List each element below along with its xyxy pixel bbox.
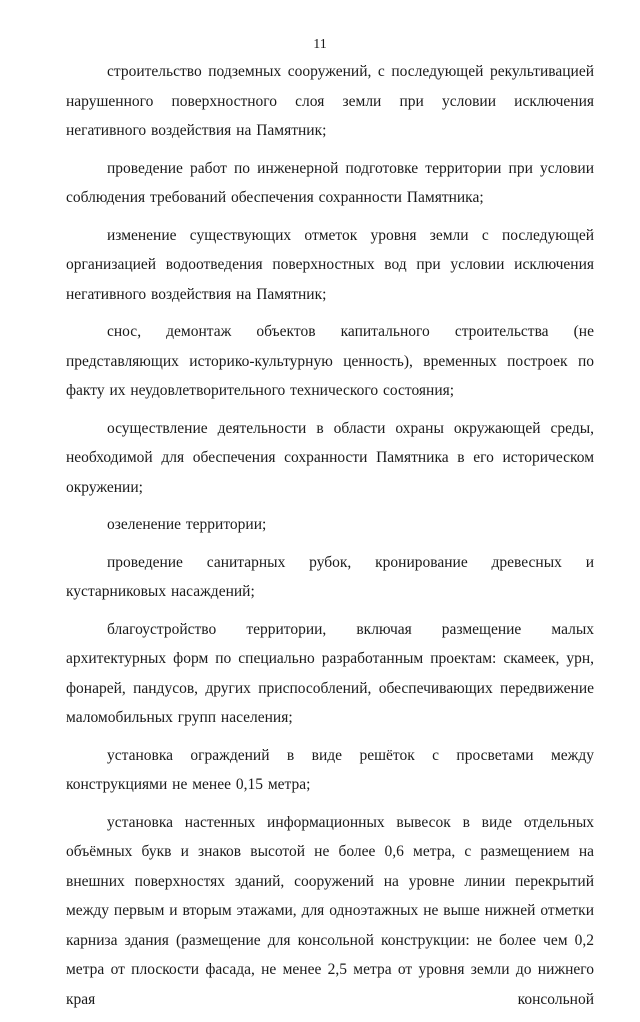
paragraph-environmental-protection: осуществление деятельности в области охраны окружающей среды, необходимой для обеспечения сохранности Памятника в его историческом окружении; bbox=[66, 419, 594, 496]
page-number: 11 bbox=[313, 37, 327, 52]
document-body bbox=[66, 57, 594, 1022]
paragraph-improvement: благоустройство территории, включая размещение малых архитектурных форм по специально разработанным проектам: скамеек, урн, фонарей, пандусов, других приспособлений, обеспечивающих передвижение маломобильных групп населения; bbox=[66, 620, 594, 726]
paragraph-fencing: установка ограждений в виде решёток с просветами между конструкциями не менее 0,15 метра; bbox=[66, 746, 594, 793]
paragraph-signage: установка настенных информационных вывесок в виде отдельных объёмных букв и знаков высотой не более 0,6 метра, с размещением на внешних поверхностях зданий, сооружений на уровне линии перекрытий между первым и вторым этажами, для одноэтажных не выше нижней отметки карниза здания (размещение для консольной конструкции: не более чем 0,2 метра от плоскости фасада, не менее 2,5 метра от уровня земли до нижнего края консольной bbox=[66, 813, 594, 1008]
paragraph-sanitary-felling: проведение санитарных рубок, кронирование древесных и кустарниковых насаждений; bbox=[66, 553, 594, 600]
paragraph-demolition: снос, демонтаж объектов капитального строительства (не представляющих историко-культурную ценность), временных построек по факту их неудовлетворительного технического состояния; bbox=[66, 323, 594, 399]
paragraph-engineering-preparation: проведение работ по инженерной подготовке территории при условии соблюдения требований обеспечения сохранности Памятника; bbox=[66, 159, 594, 206]
paragraph-ground-level-change: изменение существующих отметок уровня земли с последующей организацией водоотведения поверхностных вод при условии исключения негативного воздействия на Памятник; bbox=[66, 226, 594, 303]
paragraph-landscaping: озеленение территории; bbox=[107, 516, 267, 533]
paragraph-underground-construction: строительство подземных сооружений, с последующей рекультивацией нарушенного поверхностного слоя земли при условии исключения негативного воздействия на Памятник; bbox=[66, 63, 594, 139]
